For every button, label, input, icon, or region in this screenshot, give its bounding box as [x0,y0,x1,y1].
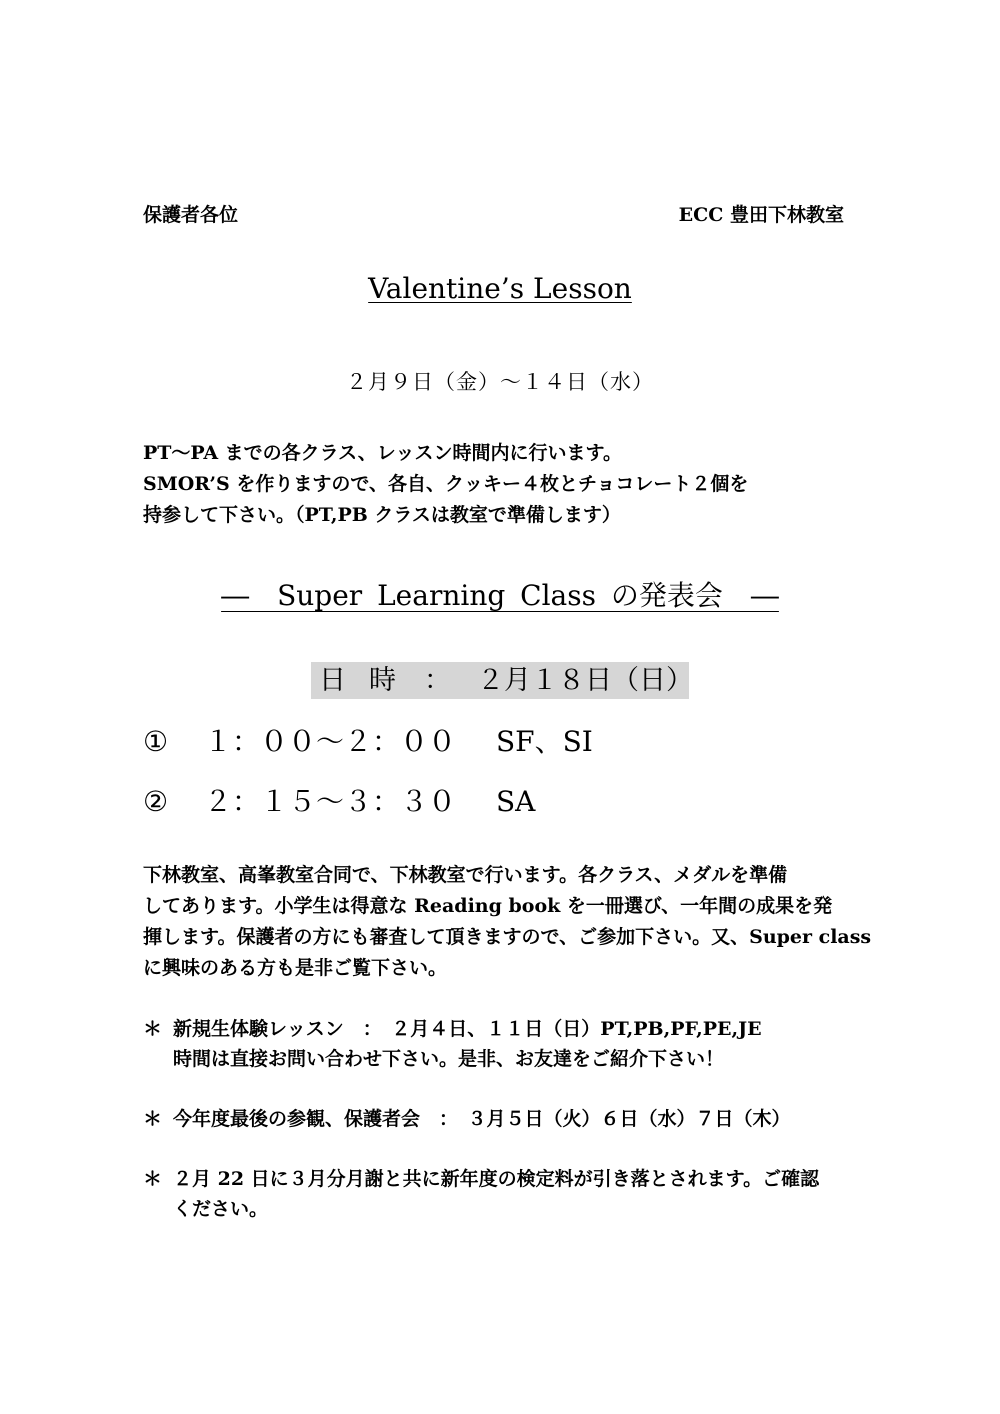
recipient-label: 保護者各位 [143,204,239,226]
note-marker: ＊ [143,1108,163,1130]
presentation-title: ― Super Learning Class の発表会 ― [221,579,779,612]
note-marker: ＊ [143,1018,163,1040]
note-line: 新規生体験レッスン ： ２月４日、１１日（日）PT,PB,PF,PE,JE [173,1018,762,1040]
valentine-description [143,438,748,531]
presentation-line: 揮します。保護者の方にも審査して頂きますので、ご参加下さい。又、Super class [143,926,872,948]
note-marker: ＊ [143,1168,163,1190]
date-colon: ： [424,665,451,696]
note-line: 時間は直接お問い合わせ下さい。是非、お友達をご紹介下さい！ [173,1048,725,1070]
valentine-line: 持参して下さい。（PT,PB クラスは教室で準備します） [143,504,621,526]
note-line: 今年度最後の参観、保護者会 ： ３月５日（火）６日（水）７日（木） [173,1108,791,1130]
presentation-description [143,860,871,984]
slot-time: ２：１５～３：３０ [204,785,457,818]
slot-marker: ① [143,725,169,758]
date-label-day: 日 [319,665,346,696]
valentine-line: SMOR’S を作りますので、各自、クッキー４枚とチョコレート２個を [143,473,749,495]
slot-marker: ② [143,785,169,818]
event-date: ２月１８日（日） [477,665,693,696]
date-label-time: 時 [369,665,396,696]
note-line: ２月 22 日に３月分月謝と共に新年度の検定料が引き落とされます。ご確認 [173,1168,820,1190]
presentation-line: に興味のある方も是非ご覧下さい。 [143,957,448,979]
valentine-title: Valentine’s Lesson [368,272,632,305]
presentation-line: 下林教室、高峯教室合同で、下林教室で行います。各クラス、メダルを準備 [143,864,788,886]
valentine-line: PT～PA までの各クラス、レッスン時間内に行います。 [143,442,622,464]
school-name: ECC 豊田下林教室 [678,204,844,226]
slot-classes: SA [496,785,536,818]
slot-time: １：００～２：００ [204,725,457,758]
event-date-box [311,662,693,699]
valentine-dates: ２月９日（金）～１４日（水） [346,370,654,394]
presentation-line: してあります。小学生は得意な Reading book を一冊選び、一年間の成果を発 [143,895,833,917]
note-line: ください。 [173,1198,269,1220]
slot-classes: SF、SI [496,725,593,758]
